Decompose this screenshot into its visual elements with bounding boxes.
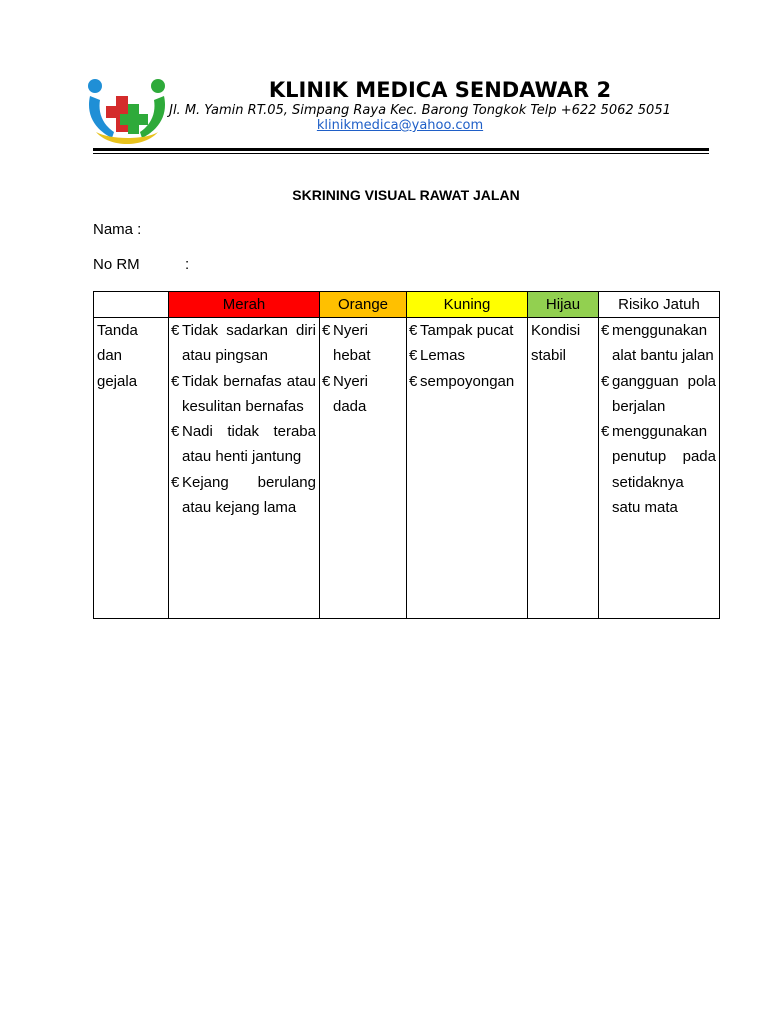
header-rule-thin <box>93 153 709 154</box>
kuning-item <box>410 318 524 343</box>
risiko-item <box>602 369 716 420</box>
orange-item <box>323 369 403 420</box>
kuning-cell <box>407 318 528 619</box>
bullet-icon: € <box>322 372 331 390</box>
header-kuning: Kuning <box>407 292 528 318</box>
risiko-item <box>602 318 716 369</box>
merah-item-text: Tidak bernafas atau kesulitan bernafas <box>182 372 316 415</box>
merah-item <box>172 369 316 420</box>
no-rm-label: No RM <box>93 256 140 273</box>
bullet-icon: € <box>171 423 180 441</box>
clinic-email-link[interactable]: klinikmedica@yahoo.com <box>316 118 484 133</box>
bullet-icon: € <box>171 372 180 390</box>
hijau-cell <box>528 318 599 619</box>
clinic-name: KLINIK MEDICA SENDAWAR 2 <box>268 78 612 102</box>
screening-table <box>93 291 720 619</box>
risiko-item-text: gangguan pola berjalan <box>612 372 716 415</box>
risiko-item <box>602 419 716 520</box>
hijau-text: Kondisi stabil <box>531 322 581 365</box>
orange-item-text: Nyeri hebat <box>333 322 371 365</box>
signs-row <box>94 318 720 619</box>
orange-item <box>323 318 403 369</box>
risiko-item-text: menggunakan alat bantu jalan <box>612 322 714 365</box>
header-row <box>94 292 720 318</box>
bullet-icon: € <box>601 423 610 441</box>
clinic-address: Jl. M. Yamin RT.05, Simpang Raya Kec. Barong Tongkok Telp +622 5062 5051 <box>169 103 671 118</box>
bullet-icon: € <box>171 473 180 491</box>
kuning-item <box>410 343 524 368</box>
row-label-cell <box>94 318 169 619</box>
header-hijau: Hijau <box>528 292 599 318</box>
orange-item-text: Nyeri dada <box>333 372 369 415</box>
bullet-icon: € <box>601 372 610 390</box>
document-title: SKRINING VISUAL RAWAT JALAN <box>292 187 520 203</box>
merah-item <box>172 419 316 470</box>
merah-item <box>172 318 316 369</box>
nama-label: Nama : <box>93 221 142 238</box>
kuning-item <box>410 369 524 394</box>
kuning-item-text: Lemas <box>420 347 466 365</box>
bullet-icon: € <box>409 322 418 339</box>
bullet-icon: € <box>409 372 418 390</box>
bullet-icon: € <box>601 322 610 339</box>
merah-cell <box>169 318 320 619</box>
risiko-jatuh-cell <box>599 318 720 619</box>
merah-item <box>172 470 316 521</box>
kuning-item-text: sempoyongan <box>420 372 515 390</box>
orange-cell <box>320 318 407 619</box>
header-empty <box>94 292 169 318</box>
bullet-icon: € <box>322 322 331 339</box>
header-risiko-jatuh: Risiko Jatuh <box>599 292 720 318</box>
bullet-icon: € <box>171 322 180 339</box>
logo-head-left <box>88 79 102 93</box>
row-label: Tanda dan gejala <box>97 322 138 390</box>
no-rm-field <box>93 256 190 273</box>
bullet-icon: € <box>409 347 418 365</box>
kuning-item-text: Tampak pucat <box>420 322 514 339</box>
merah-item-text: Tidak sadarkan diri atau pingsan <box>182 322 316 365</box>
merah-item-text: Nadi tidak teraba atau henti jantung <box>182 423 316 466</box>
merah-item-text: Kejang berulang atau kejang lama <box>182 473 316 517</box>
header-orange: Orange <box>320 292 407 318</box>
header-merah: Merah <box>169 292 320 318</box>
header-rule-thick <box>93 148 709 151</box>
risiko-item-text: menggunakan penutup pada setidaknya satu mata <box>612 423 716 517</box>
no-rm-colon: : <box>185 256 190 273</box>
